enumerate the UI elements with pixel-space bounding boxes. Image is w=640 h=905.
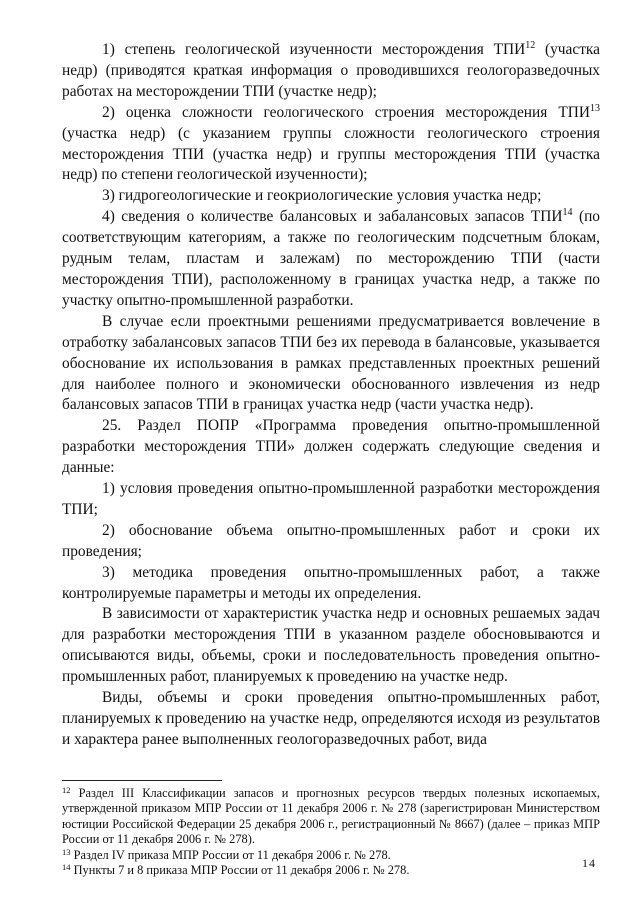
footnote-text: Пункты 7 и 8 приказа МПР России от 11 декабря 2006 г. № 278. [70, 863, 410, 878]
footnotes [62, 786, 600, 878]
footnote-12 [62, 786, 600, 848]
paragraph-item-25-2 [62, 521, 600, 563]
paragraph-text-cont: (участка недр) (с указанием группы сложности геологического строения месторождения ТПИ (участка недр) и группы месторождения ТПИ (участка недр) по степени геологической изученности); [62, 124, 600, 184]
footnote-14 [62, 863, 600, 878]
paragraph-text: 1) условия проведения опытно-промышленной разработки месторождения ТПИ; [62, 480, 600, 518]
paragraph-text: В случае если проектными решениями предусматривается вовлечение в отработку забалансовых запасов ТПИ без их перевода в балансовые, указывается обоснование их использования в рамках представленных проектных решений для наиболее полного и экономически обоснованного извлечения из недр балансовых запасов ТПИ в границах участка недр (части участка недр). [62, 312, 600, 414]
footnote-ref-14: 14 [562, 207, 573, 219]
paragraph-item-2 [62, 103, 600, 187]
paragraph-item-25-3 [62, 563, 600, 605]
paragraph-item-4 [62, 207, 600, 312]
paragraph-item-1 [62, 40, 600, 103]
paragraph-text: 3) гидрогеологические и геокриологические условия участка недр; [102, 187, 542, 205]
footnote-ref-13: 13 [590, 102, 600, 114]
paragraph-off-balance [62, 312, 600, 417]
paragraph-text: 4) сведения о количестве балансовых и забалансовых запасов ТПИ [102, 208, 563, 226]
paragraph-text: 25. Раздел ПОПР «Программа проведения опытно-промышленной разработки месторождения ТПИ» должен содержать следующие сведения и данные: [62, 417, 600, 477]
paragraph-text-cont: (по соответствующим категориям, а также по геологическим подсчетным блокам, рудным телам, пластам и залежам) по месторождению ТПИ (части месторождения ТПИ), расположенному в границах участка недр, а также по участку опытно-промышленной разработки. [62, 208, 601, 309]
footnote-13 [62, 848, 600, 863]
paragraph-item-3 [62, 186, 600, 207]
footnote-number: 14 [62, 862, 71, 873]
paragraph-text: 2) оценка сложности геологического строения месторождения ТПИ [102, 103, 590, 121]
footnote-number: 12 [62, 785, 71, 795]
main-text [62, 40, 600, 751]
paragraph-text: 1) степень геологической изученности месторождения ТПИ [102, 41, 526, 58]
paragraph-text: 3) методика проведения опытно-промышленных работ, а также контролируемые параметры и методы их определения. [62, 563, 600, 602]
footnote-text: Раздел III Классификации запасов и прогнозных ресурсов твердых полезных ископаемых, утвержденной приказом МПР России от 11 декабря 2006 г. № 278 (зарегистрирован Министерством юстиции Российской Федерации 25 декабря 2006 г., регистрационный № 8667) (далее – приказ МПР России от 11 декабря 2006 г. № 278). [62, 786, 600, 847]
paragraph-item-25-1 [62, 479, 600, 521]
footnote-number: 13 [62, 846, 71, 857]
page-number: 14 [582, 856, 596, 870]
paragraph-text: В зависимости от характеристик участка недр и основных решаемых задач для разработки месторождения ТПИ в указанном разделе обосновываются и описываются виды, объемы, сроки и последовательность проведения опытно-промышленных работ, планируемых к проведению на участке недр. [62, 605, 600, 686]
footnote-text: Раздел IV приказа МПР России от 11 декабря 2006 г. № 278. [70, 847, 391, 862]
paragraph-dependence [62, 604, 600, 688]
paragraph-text: 2) обоснование объема опытно-промышленных работ и сроки их проведения; [62, 521, 600, 560]
footnote-divider [62, 780, 222, 781]
paragraph-section-25 [62, 416, 600, 479]
footnote-ref-12: 12 [525, 40, 536, 51]
paragraph-text: Виды, объемы и сроки проведения опытно-промышленных работ, планируемых к проведению на участке недр, определяются исходя из результатов и характера ранее выполненных геологоразведочных работ, вида [62, 689, 600, 748]
paragraph-text-cont: (участка недр) (приводятся краткая информация о проводившихся геологоразведочных работах на месторождении ТПИ (участке недр); [62, 41, 601, 100]
paragraph-types-volumes [62, 688, 600, 751]
